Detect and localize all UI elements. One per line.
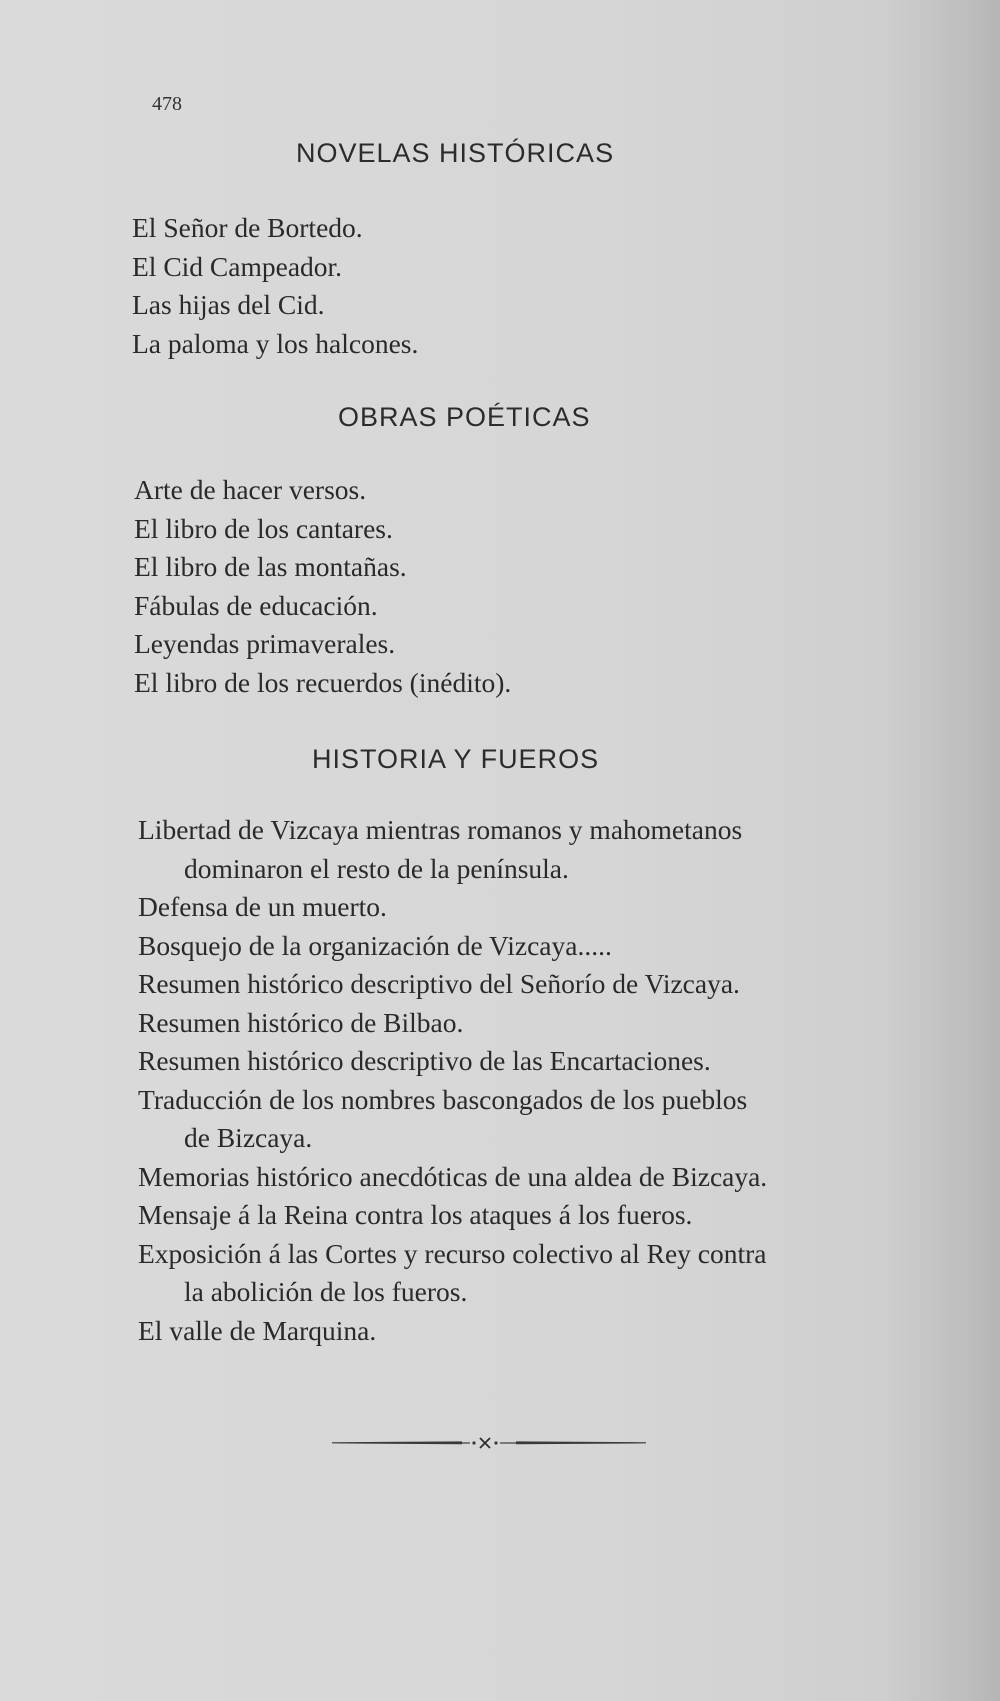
section-list-novelas: [132, 209, 418, 363]
section-list-obras: [134, 471, 511, 702]
entry-title-line: Arte de hacer versos.: [134, 474, 367, 505]
entry-title-line: Leyendas primaverales.: [134, 628, 396, 659]
entry-title-line: Memorias histórico anecdóticas de una aldea de Bizcaya.: [138, 1160, 768, 1192]
entry-title-line: El libro de las montañas.: [134, 551, 407, 582]
list-item: [134, 664, 511, 703]
list-item: [134, 471, 511, 510]
entry-title-line: El libro de los cantares.: [134, 512, 393, 544]
list-item: [138, 1042, 767, 1081]
entry-title-line: El Cid Campeador.: [132, 250, 343, 282]
list-item: [138, 888, 767, 927]
entry-title-line: Bosquejo de la organización de Vizcaya.....: [138, 929, 612, 961]
entry-title-line: Resumen histórico de Bilbao.: [138, 1006, 464, 1038]
entry-title-line: Resumen histórico descriptivo del Señorío de Vizcaya.: [138, 968, 740, 999]
list-item: [134, 625, 511, 664]
entry-title-line: Exposición á las Cortes y recurso colectivo al Rey contra: [138, 1237, 767, 1269]
section-title-novelas: NOVELAS HISTÓRICAS: [296, 138, 615, 168]
entry-title-line: Las hijas del Cid.: [132, 289, 325, 320]
entry-continuation-line: la abolición de los fueros.: [184, 1276, 468, 1307]
entry-title-line: El valle de Marquina.: [138, 1314, 377, 1346]
list-item: [138, 1081, 767, 1158]
list-item: [138, 811, 767, 888]
list-item: [138, 1196, 767, 1235]
list-item: [132, 325, 418, 364]
entry-title-line: El Señor de Bortedo.: [132, 212, 363, 243]
section-title-historia: HISTORIA Y FUEROS: [312, 744, 600, 774]
list-item: [134, 510, 511, 549]
entry-title-line: Libertad de Vizcaya mientras romanos y mahometanos: [138, 814, 743, 845]
entry-title-line: Mensaje á la Reina contra los ataques á los fueros.: [138, 1199, 693, 1230]
list-item: [138, 927, 767, 966]
list-item: [138, 1004, 767, 1043]
entry-continuation-line: de Bizcaya.: [184, 1122, 313, 1153]
entry-title-line: El libro de los recuerdos (inédito).: [134, 666, 512, 698]
list-item: [132, 286, 418, 325]
entry-title-line: Fábulas de educación.: [134, 589, 378, 621]
list-item: [138, 1235, 767, 1312]
entry-title-line: Resumen histórico descriptivo de las Encartaciones.: [138, 1045, 711, 1076]
list-item: [134, 587, 511, 626]
list-item: [138, 1158, 767, 1197]
list-item: [134, 548, 511, 587]
list-item: [132, 209, 418, 248]
ornament-rule-icon: [330, 1436, 648, 1450]
entry-title-line: La paloma y los halcones.: [132, 327, 419, 359]
list-item: [138, 965, 767, 1004]
entry-continuation-line: dominaron el resto de la península.: [184, 852, 569, 884]
list-item: [138, 1312, 767, 1351]
section-list-historia: [138, 811, 767, 1350]
section-title-obras: OBRAS POÉTICAS: [338, 402, 591, 432]
entry-title-line: Defensa de un muerto.: [138, 891, 387, 922]
entry-title-line: Traducción de los nombres bascongados de los pueblos: [138, 1083, 748, 1115]
list-item: [132, 248, 418, 287]
page-number: 478: [152, 93, 182, 115]
